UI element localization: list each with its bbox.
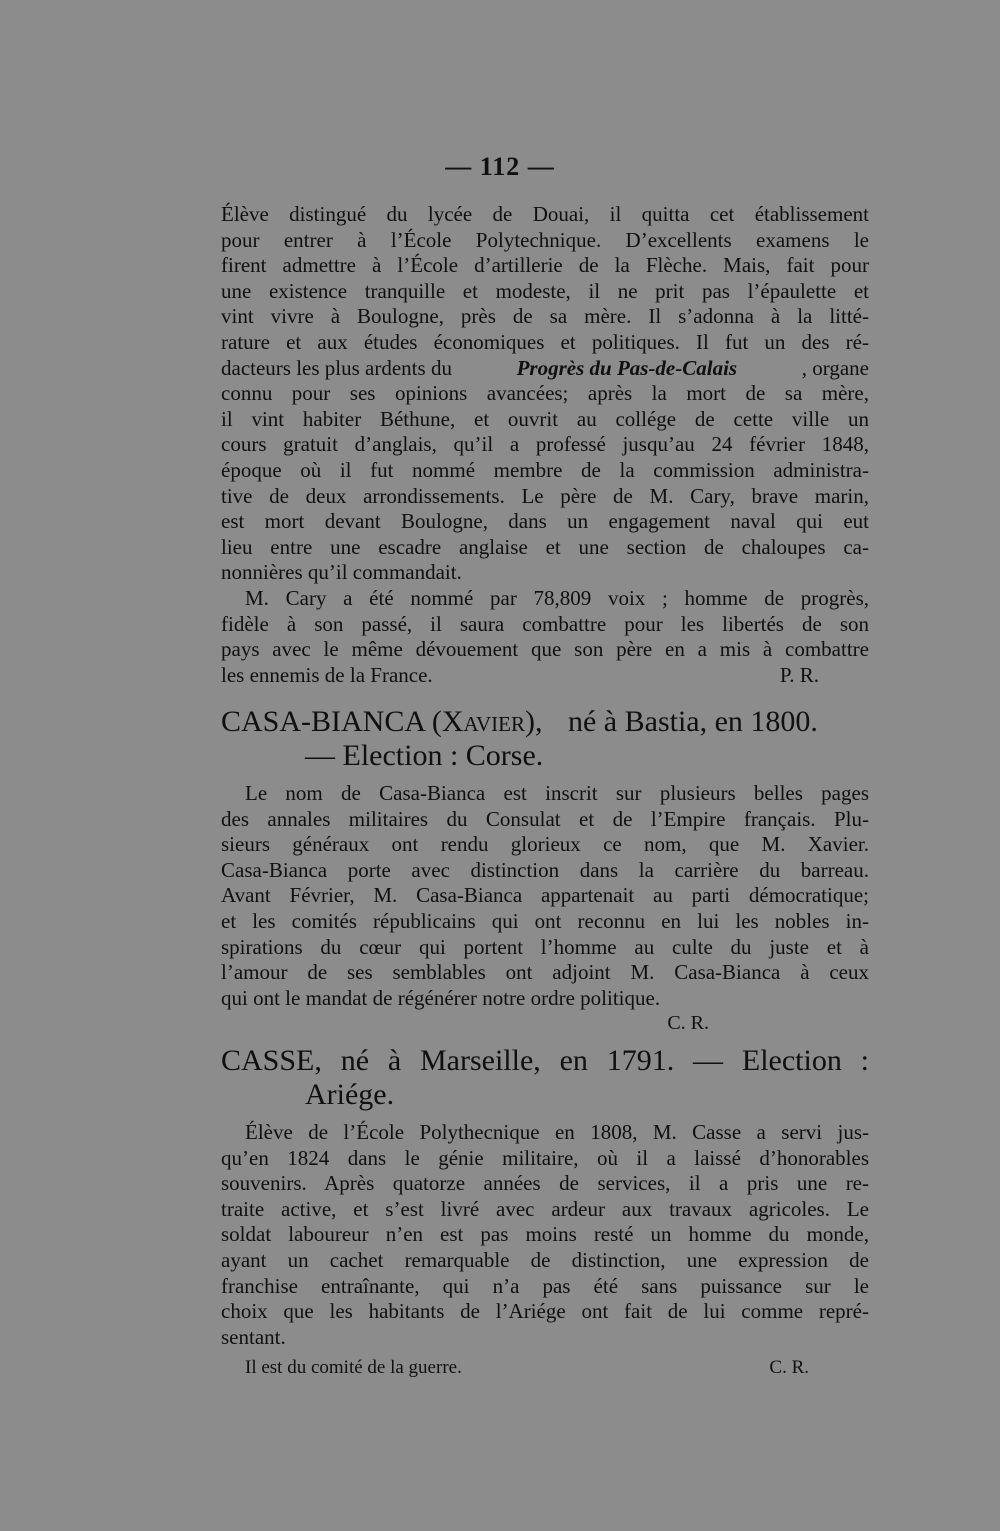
text-line: époque où il fut nommé membre de la commission administra- (221, 457, 869, 482)
author-signature: C. R. (667, 1012, 709, 1035)
election-line: — Election : Corse. (305, 739, 544, 772)
text-line (221, 356, 869, 382)
text-line: qui ont le mandat de régénérer notre ordre politique. (221, 985, 661, 1010)
text-line: il vint habiter Béthune, et ouvrit au collége de cette ville un (221, 406, 869, 431)
text-line: connu pour ses opinions avancées; après la mort de sa mère, (221, 381, 869, 406)
text-line: souvenirs. Après quatorze années de services, il a pris une re- (221, 1171, 869, 1196)
deputy-firstname: (Xavier), (431, 705, 543, 738)
text-line: des annales militaires du Consulat et de l’Empire français. Plu- (221, 806, 869, 831)
text-line: vint vivre à Boulogne, près de sa mère. Il s’adonna à la litté- (221, 304, 869, 329)
text-line: sentant. (221, 1324, 286, 1349)
text-line: l’amour de ses semblables ont adjoint M. Casa-Bianca à ceux (221, 960, 869, 985)
text-fragment: dacteurs les plus ardents du (221, 355, 452, 380)
text-line: Avant Février, M. Casa-Bianca appartenait au parti démocratique; (221, 883, 869, 908)
text-line: ayant un cachet remarquable de distinction, une expression de (221, 1247, 869, 1272)
casse-heading (221, 1044, 869, 1112)
text-line: soldat laboureur n’en est pas moins resté un homme du monde, (221, 1222, 869, 1247)
author-signature: P. R. (779, 662, 819, 687)
page-number: — 112 — (445, 152, 555, 181)
text-line: est mort devant Boulogne, dans un engagement naval qui eut (221, 509, 869, 534)
footnote-line (221, 1356, 869, 1380)
cary-biography (221, 202, 869, 688)
text-line: une existence tranquille et modeste, il ne prit pas l’épaulette et (221, 278, 869, 303)
text-line: Élève de l’École Polythecnique en 1808, M. Casse a servi jus- (245, 1120, 869, 1144)
casabianca-biography (221, 781, 869, 1035)
birth-info: né à Bastia, en 1800. (567, 705, 818, 738)
footnote: Il est du comité de la guerre. (245, 1357, 462, 1379)
text-line: pour entrer à l’École Polytechnique. D’excellents examens le (221, 227, 869, 252)
deputy-name: CASA-BIANCA (221, 705, 425, 738)
text-line: lieu entre une escadre anglaise et une section de chaloupes ca- (221, 534, 869, 559)
text-line: choix que les habitants de l’Ariége ont fait de lui comme repré- (221, 1299, 869, 1324)
text-line: nonnières qu’il commandait. (221, 560, 462, 585)
newspaper-title: Progrès du Pas-de-Calais (516, 355, 738, 380)
text-line: firent admettre à l’École d’artillerie de la Flèche. Mais, fait pour (221, 253, 869, 278)
text-line: Le nom de Casa-Bianca est inscrit sur plusieurs belles pages (245, 781, 869, 805)
text-line: M. Cary a été nommé par 78,809 voix ; homme de progrès, (245, 585, 869, 610)
text-line: fidèle à son passé, il saura combattre pour les libertés de son (221, 611, 869, 636)
text-line: tive de deux arrondissements. Le père de M. Cary, brave marin, (221, 483, 869, 508)
text-fragment: , organe (801, 355, 869, 380)
text-line: sieurs généraux ont rendu glorieux ce nom, que M. Xavier. (221, 832, 869, 857)
casse-biography (221, 1120, 869, 1380)
text-line: qu’en 1824 dans le génie militaire, où il a laissé d’honorables (221, 1145, 869, 1170)
text-line: rature et aux études économiques et politiques. Il fut un des ré- (221, 329, 869, 354)
text-line: cours gratuit d’anglais, qu’il a professé jusqu’au 24 février 1848, (221, 432, 869, 457)
text-line: et les comités républicains qui ont reconnu en lui les nobles in- (221, 908, 869, 933)
entry-heading (221, 705, 869, 739)
text-line: pays avec le même dévouement que son père en a mis à combattre (221, 637, 869, 662)
text-fragment: les ennemis de la France. (221, 662, 433, 687)
text-line: Casa-Bianca porte avec distinction dans la carrière du barreau. (221, 857, 869, 882)
author-signature: C. R. (769, 1357, 809, 1379)
entry-heading: CASSE, né à Marseille, en 1791. — Election : (221, 1044, 869, 1077)
election-line: Ariége. (305, 1078, 395, 1111)
text-line: spirations du cœur qui portent l’homme au culte du juste et à (221, 934, 869, 959)
casabianca-heading (221, 705, 869, 773)
text-line: Élève distingué du lycée de Douai, il quitta cet établissement (221, 202, 869, 226)
text-line: traite active, et s’est livré avec ardeur aux travaux agricoles. Le (221, 1196, 869, 1221)
text-line: franchise entraînante, qui n’a pas été sans puissance sur le (221, 1273, 869, 1298)
text-line (221, 663, 869, 689)
